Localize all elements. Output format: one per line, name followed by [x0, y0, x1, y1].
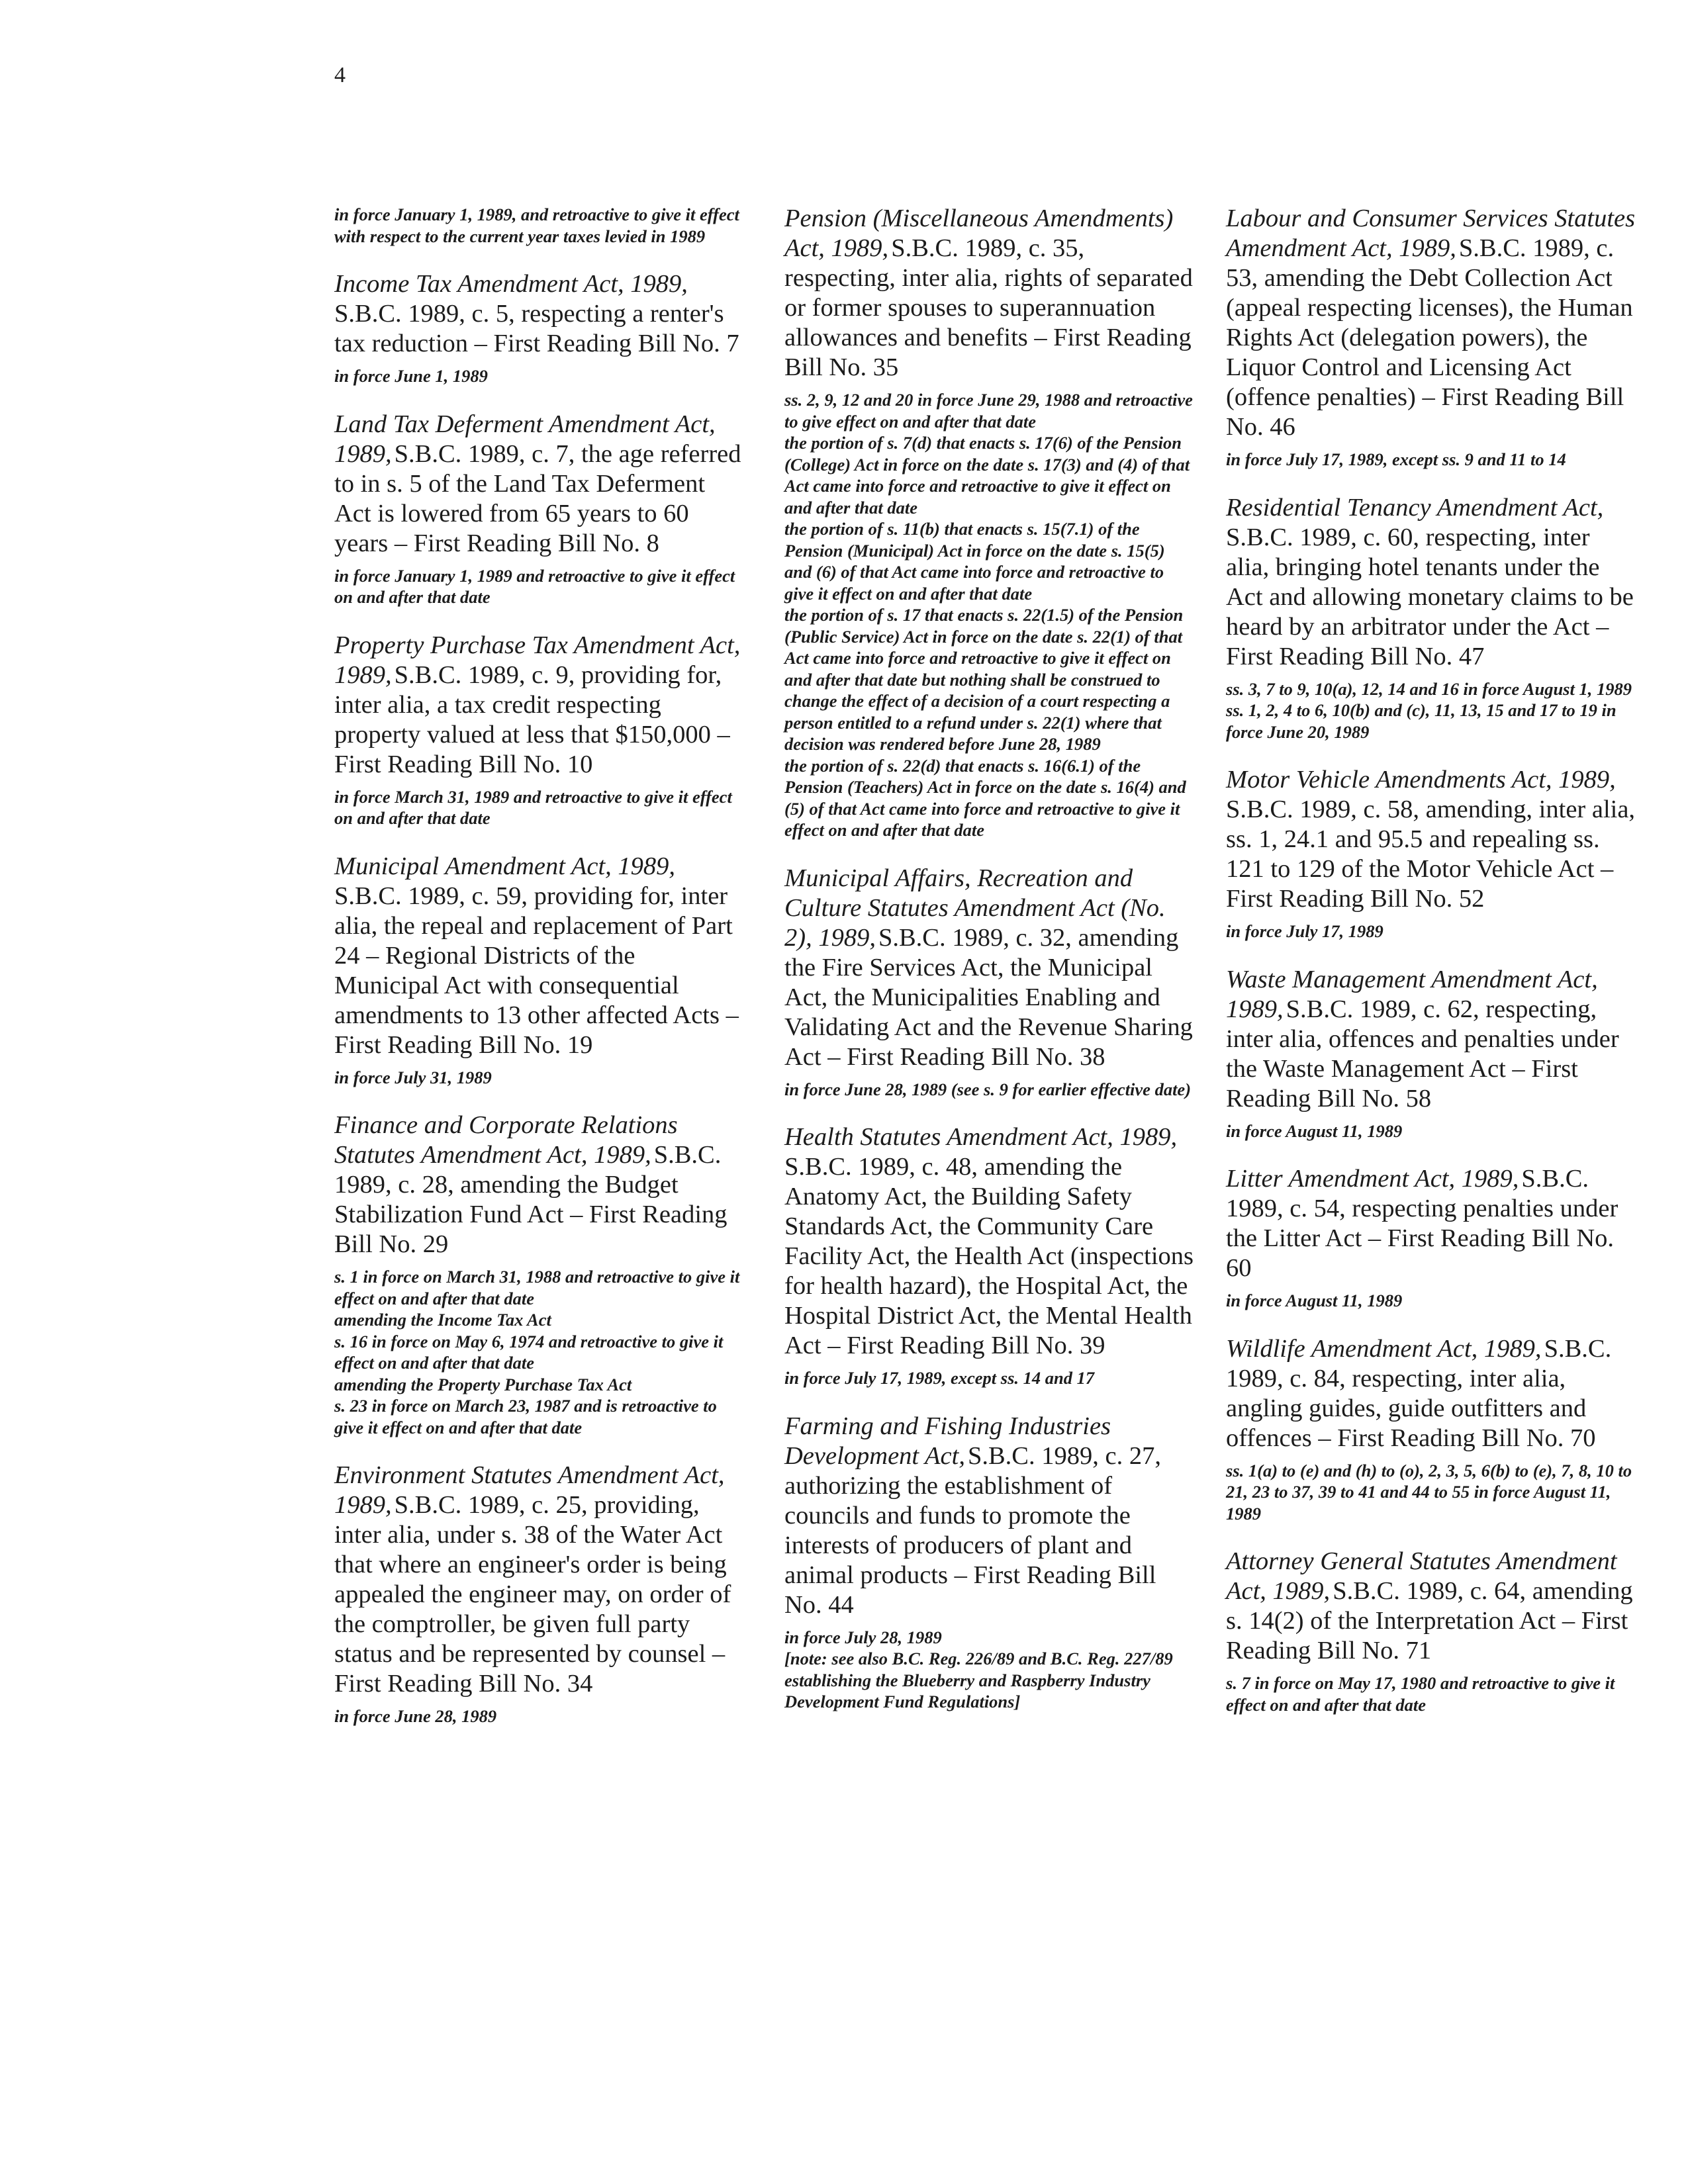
effective-date-note: in force June 28, 1989 (see s. 9 for earlier effective date)	[784, 1079, 1192, 1099]
entry-notes	[784, 1079, 1195, 1101]
act-title: Environment Statutes Amendment Act, 1989,	[334, 1461, 725, 1519]
entry-attorney-general-statutes	[1226, 1547, 1636, 1715]
effective-date-note: in force July 17, 1989, except ss. 9 and 11 to 14	[1226, 449, 1566, 469]
act-description: S.B.C. 1989, c. 35, respecting, inter alia, rights of separated or former spouses to superannuation allowances and benefits – First Reading Bill No. 35	[784, 234, 1193, 381]
act-title: Health Statutes Amendment Act, 1989,	[784, 1123, 1178, 1151]
act-title: Pension (Miscellaneous Amendments) Act, 1989,	[784, 205, 1174, 262]
column-1	[334, 204, 745, 1750]
entry-notes	[1226, 1290, 1636, 1312]
effective-date-note: in force July 17, 1989, except ss. 14 and 17	[784, 1368, 1095, 1388]
entry-environment-statutes	[334, 1461, 745, 1727]
effective-date-note: s. 23 in force on March 23, 1987 and is retroactive to give it effect on and after that date	[334, 1396, 717, 1437]
column-3	[1226, 204, 1636, 1738]
entry-property-purchase-tax	[334, 631, 745, 829]
entry-land-tax-deferment	[334, 410, 745, 608]
entry-notes	[334, 1706, 745, 1727]
effective-date-note: in force March 31, 1989 and retroactive to give it effect on and after that date	[334, 786, 732, 828]
act-description: S.B.C. 1989, c. 59, providing for, inter alia, the repeal and replacement of Part 24 – Regional Districts of the Municipal Act with consequential amendments to 13 other affected Acts – First Reading Bill No. 19	[334, 882, 739, 1059]
act-title: Land Tax Deferment Amendment Act, 1989,	[334, 410, 716, 468]
act-description: S.B.C. 1989, c. 48, amending the Anatomy Act, the Building Safety Standards Act, the Community Care Facility Act, the Health Act (inspections for health hazard), the Hospital Act, the Hospital District Act, the Mental Health Act – First Reading Bill No. 39	[784, 1153, 1194, 1359]
act-description: S.B.C. 1989, c. 28, amending the Budget Stabilization Fund Act – First Reading Bill No. 29	[334, 1141, 727, 1258]
effective-date-note: in force July 31, 1989	[334, 1067, 492, 1087]
entry-motor-vehicle-amendments	[1226, 765, 1636, 942]
entry-labour-consumer-services	[1226, 204, 1636, 471]
act-title: Labour and Consumer Services Statutes Amendment Act, 1989,	[1226, 205, 1636, 262]
act-description: S.B.C. 1989, c. 60, respecting, inter alia, bringing hotel tenants under the Act and allowing monetary claims to be heard by an arbitrator under the Act – First Reading Bill No. 47	[1226, 523, 1634, 670]
effective-date-note: in force January 1, 1989 and retroactive to give it effect on and after that date	[334, 565, 735, 607]
entry-litter-amendment	[1226, 1164, 1636, 1312]
act-title: Income Tax Amendment Act, 1989,	[334, 270, 688, 298]
effective-date-note: ss. 1, 2, 4 to 6, 10(b) and (c), 11, 13, 15 and 17 to 19 in force June 20, 1989	[1226, 700, 1617, 742]
effective-date-note: in force June 1, 1989	[334, 366, 488, 386]
act-description: S.B.C. 1989, c. 58, amending, inter alia, ss. 1, 24.1 and 95.5 and repealing ss. 121 to 129 of the Motor Vehicle Act – First Reading Bill No. 52	[1226, 796, 1636, 913]
act-description: S.B.C. 1989, c. 7, the age referred to in s. 5 of the Land Tax Deferment Act is lowered from 65 years to 60 years – First Reading Bill No. 8	[334, 439, 741, 557]
effective-date-note: in force January 1, 1989, and retroactive to give it effect with respect to the current year taxes levied in 1989	[334, 205, 739, 246]
entry-notes	[784, 1627, 1195, 1713]
entry-notes	[334, 204, 745, 247]
entry-notes	[1226, 1672, 1636, 1715]
act-description: S.B.C. 1989, c. 54, respecting penalties under the Litter Act – First Reading Bill No. 60	[1226, 1165, 1618, 1282]
entry-notes	[784, 389, 1195, 841]
effective-date-note: the portion of s. 22(d) that enacts s. 16(6.1) of the Pension (Teachers) Act in force on the date s. 16(4) and (5) of that Act came into force and retroactive to give it effect on and after that date	[784, 755, 1186, 840]
effective-date-note: [note: see also B.C. Reg. 226/89 and B.C. Reg. 227/89 establishing the Blueberry and Raspberry Industry Development Fund Regulations]	[784, 1649, 1173, 1711]
entry-notes	[1226, 921, 1636, 942]
entry-finance-corporate-relations	[334, 1111, 745, 1438]
entry-health-statutes	[784, 1122, 1195, 1389]
act-title: Municipal Amendment Act, 1989,	[334, 852, 676, 880]
act-description: S.B.C. 1989, c. 25, providing, inter alia, under s. 38 of the Water Act that where an engineer's order is being appealed the engineer may, on order of the comptroller, be given full party status and be represented by counsel – First Reading Bill No. 34	[334, 1491, 731, 1698]
entry-notes	[334, 1067, 745, 1089]
act-title: Motor Vehicle Amendments Act, 1989,	[1226, 766, 1616, 794]
entry-notes	[334, 1266, 745, 1438]
effective-date-note: the portion of s. 7(d) that enacts s. 17(6) of the Pension (College) Act in force on the date s. 17(3) and (4) of that Act came into force and retroactive to give it effect on and after that date	[784, 433, 1190, 518]
act-description: S.B.C. 1989, c. 53, amending the Debt Collection Act (appeal respecting licenses), the Human Rights Act (delegation powers), the Liquor Control and Licensing Act (offence penalties) – First Reading Bill No. 46	[1226, 234, 1633, 441]
entry-pension-miscellaneous	[784, 204, 1195, 841]
effective-date-note: the portion of s. 17 that enacts s. 22(1.5) of the Pension (Public Service) Act in force on the date s. 22(1) of that Act came into force and retroactive to give it effect on and after that date but nothing shall be construed to change the effect of a decision of a court respecting a person entitled to a refund under s. 22(1) where that decision was rendered before June 28, 1989	[784, 605, 1184, 754]
entry-notes	[334, 786, 745, 829]
entry-waste-management	[1226, 965, 1636, 1142]
effective-date-note: in force August 11, 1989	[1226, 1291, 1403, 1310]
effective-date-note: amending the Property Purchase Tax Act	[334, 1374, 632, 1394]
act-title: Litter Amendment Act, 1989,	[1226, 1165, 1519, 1193]
act-title: Waste Management Amendment Act, 1989,	[1226, 965, 1598, 1023]
entry-municipal-amendment	[334, 852, 745, 1089]
entry-municipal-affairs-recreation-culture	[784, 864, 1195, 1101]
effective-date-note: s. 1 in force on March 31, 1988 and retroactive to give it effect on and after that date	[334, 1267, 740, 1308]
effective-date-note: amending the Income Tax Act	[334, 1310, 551, 1330]
act-title: Municipal Affairs, Recreation and Culture Statutes Amendment Act (No. 2), 1989,	[784, 864, 1166, 952]
act-title: Residential Tenancy Amendment Act,	[1226, 493, 1604, 522]
act-description: S.B.C. 1989, c. 64, amending s. 14(2) of the Interpretation Act – First Reading Bill No. 71	[1226, 1577, 1633, 1664]
act-description: S.B.C. 1989, c. 32, amending the Fire Services Act, the Municipal Act, the Municipalities Enabling and Validating Act and the Revenue Sharing Act – First Reading Bill No. 38	[784, 923, 1193, 1071]
effective-date-note: s. 7 in force on May 17, 1980 and retroactive to give it effect on and after that date	[1226, 1673, 1615, 1715]
effective-date-note: s. 16 in force on May 6, 1974 and retroactive to give it effect on and after that date	[334, 1331, 724, 1373]
entry-notes	[334, 565, 745, 608]
entry-notes	[1226, 1460, 1636, 1525]
act-description: S.B.C. 1989, c. 9, providing for, inter alia, a tax credit respecting property valued at less that $150,000 – First Reading Bill No. 10	[334, 660, 730, 778]
effective-date-note: in force July 28, 1989	[784, 1627, 942, 1647]
entry-farming-fishing-industries	[784, 1412, 1195, 1713]
entry-notes	[334, 365, 745, 387]
effective-date-note: in force July 17, 1989	[1226, 921, 1383, 941]
effective-date-note: ss. 1(a) to (e) and (h) to (o), 2, 3, 5, 6(b) to (e), 7, 8, 10 to 21, 23 to 37, 39 to 41 and 44 to 55 in force August 11, 1989	[1226, 1460, 1632, 1524]
entry-wildlife-amendment	[1226, 1334, 1636, 1525]
effective-date-note: ss. 2, 9, 12 and 20 in force June 29, 1988 and retroactive to give effect on and after that date	[784, 390, 1193, 432]
effective-date-note: the portion of s. 11(b) that enacts s. 15(7.1) of the Pension (Municipal) Act in force on the date s. 15(5) and (6) of that Act came into force and retroactive to give it effect on and after that date	[784, 519, 1165, 604]
entry-continued	[334, 204, 745, 247]
entry-residential-tenancy	[1226, 493, 1636, 743]
act-description: S.B.C. 1989, c. 62, respecting, inter alia, offences and penalties under the Waste Management Act – First Reading Bill No. 58	[1226, 995, 1619, 1113]
act-title: Farming and Fishing Industries Development Act,	[784, 1412, 1111, 1470]
effective-date-note: in force June 28, 1989	[334, 1706, 497, 1726]
act-title: Attorney General Statutes Amendment Act, 1989,	[1226, 1547, 1617, 1605]
effective-date-note: in force August 11, 1989	[1226, 1120, 1403, 1141]
entry-notes	[1226, 678, 1636, 743]
effective-date-note: ss. 3, 7 to 9, 10(a), 12, 14 and 16 in force August 1, 1989	[1226, 678, 1632, 699]
entry-notes	[1226, 449, 1636, 471]
page-number: 4	[334, 63, 346, 87]
entry-notes	[1226, 1120, 1636, 1142]
act-title: Wildlife Amendment Act, 1989,	[1226, 1334, 1542, 1363]
act-description: S.B.C. 1989, c. 84, respecting, inter alia, angling guides, guide outfitters and offences – First Reading Bill No. 70	[1226, 1334, 1612, 1452]
entry-notes	[784, 1367, 1195, 1389]
column-2	[784, 204, 1195, 1735]
act-description: S.B.C. 1989, c. 5, respecting a renter's tax reduction – First Reading Bill No. 7	[334, 300, 739, 357]
entry-income-tax-amendment	[334, 269, 745, 387]
act-title: Finance and Corporate Relations Statutes Amendment Act, 1989,	[334, 1111, 678, 1169]
act-title: Property Purchase Tax Amendment Act, 1989,	[334, 631, 741, 689]
act-description: S.B.C. 1989, c. 27, authorizing the establishment of councils and funds to promote the interests of producers of plant and animal products – First Reading Bill No. 44	[784, 1441, 1161, 1619]
